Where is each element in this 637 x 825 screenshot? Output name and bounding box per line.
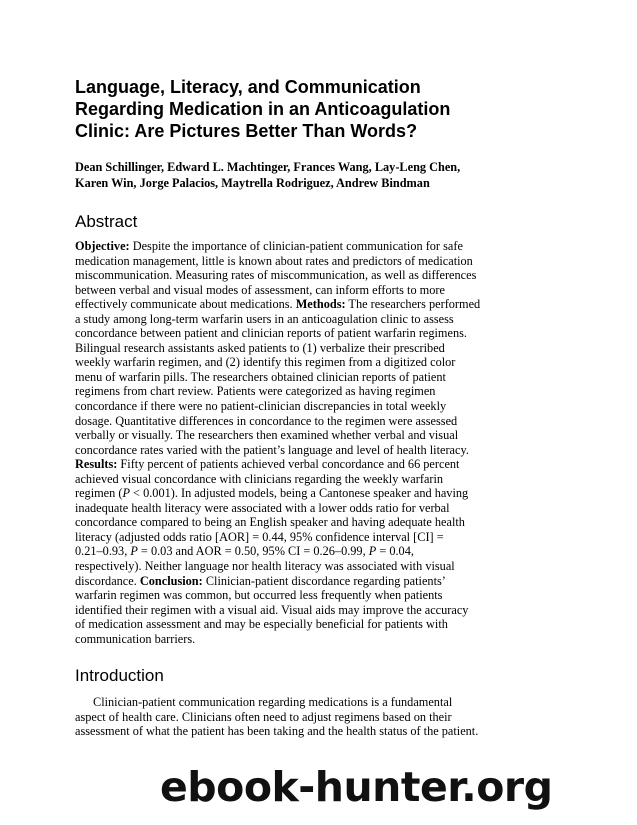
title-line: Language, Literacy, and Communication bbox=[75, 77, 421, 97]
introduction-body bbox=[75, 695, 565, 739]
text-run: literacy (adjusted odds ratio [AOR] = 0.44, 95% confidence interval [CI] = bbox=[75, 529, 444, 544]
abstract-line bbox=[75, 603, 565, 618]
abstract-line bbox=[75, 632, 565, 647]
abstract-line bbox=[75, 239, 565, 254]
text-run: concordance compared to being an English speaker and having adequate health bbox=[75, 515, 465, 530]
text-run: concordance if there were no patient-clinician discrepancies in total weekly bbox=[75, 399, 447, 414]
abstract-line bbox=[75, 254, 565, 269]
author-line: Dean Schillinger, Edward L. Machtinger, Frances Wang, Lay-Leng Chen, bbox=[75, 160, 461, 174]
text-run: effectively communicate about medications. bbox=[75, 297, 296, 312]
paper-title bbox=[75, 76, 555, 142]
intro-line: aspect of health care. Clinicians often need to adjust regimens based on their bbox=[75, 709, 452, 724]
text-run: Despite the importance of clinician-patient communication for safe bbox=[129, 239, 463, 253]
text-run: 0.21–0.93, bbox=[75, 544, 131, 559]
abstract-line bbox=[75, 457, 565, 472]
text-run: Clinician-patient discordance regarding patients’ bbox=[202, 573, 446, 588]
abstract-heading: Abstract bbox=[75, 212, 138, 231]
abstract-line bbox=[75, 326, 565, 341]
abstract-line bbox=[75, 472, 565, 487]
text-run: regimens from chart review. Patients were categorized as having regimen bbox=[75, 384, 436, 399]
intro-line: Clinician-patient communication regarding medications is a fundamental bbox=[93, 695, 453, 709]
text-run: weekly warfarin regimen, and (2) identify this regimen from a digitized color bbox=[75, 355, 456, 370]
text-run: warfarin regimen was common, but occurred less frequently when patients bbox=[75, 588, 443, 603]
abstract-body bbox=[75, 239, 565, 646]
text-run: of medication assessment and may be especially beneficial for patients with bbox=[75, 617, 448, 632]
abstract-line bbox=[75, 399, 565, 414]
author-line: Karen Win, Jorge Palacios, Maytrella Rodriguez, Andrew Bindman bbox=[75, 176, 430, 190]
text-run: = 0.03 and AOR = 0.50, 95% CI = 0.26–0.99, bbox=[137, 544, 369, 559]
italic-symbol: P bbox=[122, 486, 130, 501]
abstract-line bbox=[75, 544, 565, 559]
abstract-line bbox=[75, 501, 565, 516]
abstract-line bbox=[75, 341, 565, 356]
watermark-text: ebook-hunter.org bbox=[160, 763, 553, 811]
text-run: miscommunication. Measuring rates of miscommunication, as well as differences bbox=[75, 268, 477, 283]
section-label: Objective: bbox=[75, 239, 130, 253]
abstract-line bbox=[75, 297, 565, 312]
text-run: communication barriers. bbox=[75, 631, 196, 646]
title-line: Regarding Medication in an Anticoagulation bbox=[75, 99, 451, 119]
abstract-line bbox=[75, 414, 565, 429]
abstract-line bbox=[75, 515, 565, 530]
abstract-line bbox=[75, 268, 565, 283]
text-run: identified their regimen with a visual aid. Visual aids may improve the accuracy bbox=[75, 602, 469, 617]
abstract-line bbox=[75, 355, 565, 370]
abstract-line bbox=[75, 588, 565, 603]
text-run: concordance rates varied with the patient’s language and level of health literacy. bbox=[75, 442, 469, 457]
abstract-line bbox=[75, 530, 565, 545]
text-run: Bilingual research assistants asked patients to (1) verbalize their prescribed bbox=[75, 340, 445, 355]
text-run: between verbal and visual modes of assessment, can inform efforts to more bbox=[75, 282, 445, 297]
text-run: discordance. bbox=[75, 573, 140, 588]
text-run: respectively). Neither language nor health literacy was associated with visual bbox=[75, 559, 455, 574]
introduction-heading: Introduction bbox=[75, 666, 164, 685]
abstract-line bbox=[75, 443, 565, 458]
text-run: The researchers performed bbox=[345, 297, 481, 312]
text-run: medication management, little is known about rates and predictors of medication bbox=[75, 253, 473, 268]
section-label: Conclusion: bbox=[139, 573, 203, 588]
text-run: a study among long-term warfarin users in an anticoagulation clinic to assess bbox=[75, 311, 454, 326]
text-run: regimen ( bbox=[75, 486, 123, 501]
text-run: inadequate health literacy were associated with a lower odds ratio for verbal bbox=[75, 500, 450, 515]
abstract-line bbox=[75, 486, 565, 501]
text-run: dosage. Quantitative differences in concordance to the regimen were assessed bbox=[75, 413, 458, 428]
italic-symbol: P bbox=[130, 544, 138, 559]
abstract-line bbox=[75, 617, 565, 632]
abstract-line bbox=[75, 370, 565, 385]
text-run: achieved visual concordance with clinicians regarding the weekly warfarin bbox=[75, 471, 444, 486]
abstract-line bbox=[75, 559, 565, 574]
text-run: verbally or visually. The researchers then examined whether verbal and visual bbox=[75, 428, 459, 443]
title-line: Clinic: Are Pictures Better Than Words? bbox=[75, 121, 418, 141]
section-label: Results: bbox=[75, 457, 118, 472]
abstract-line bbox=[75, 428, 565, 443]
section-label: Methods: bbox=[295, 297, 346, 312]
intro-line: assessment of what the patient has been taking and the health status of the patient. bbox=[75, 724, 479, 739]
text-run: Fifty percent of patients achieved verbal concordance and 66 percent bbox=[117, 457, 460, 472]
abstract-line bbox=[75, 283, 565, 298]
text-run: concordance between patient and clinician reports of patient warfarin regimens. bbox=[75, 326, 467, 341]
abstract-line bbox=[75, 574, 565, 589]
abstract-line bbox=[75, 312, 565, 327]
text-run: = 0.04, bbox=[376, 544, 414, 559]
text-run: < 0.001). In adjusted models, being a Cantonese speaker and having bbox=[129, 486, 469, 501]
italic-symbol: P bbox=[368, 544, 377, 559]
abstract-line bbox=[75, 384, 565, 399]
author-list bbox=[75, 159, 555, 191]
text-run: menu of warfarin pills. The researchers obtained clinician reports of patient bbox=[75, 369, 446, 384]
